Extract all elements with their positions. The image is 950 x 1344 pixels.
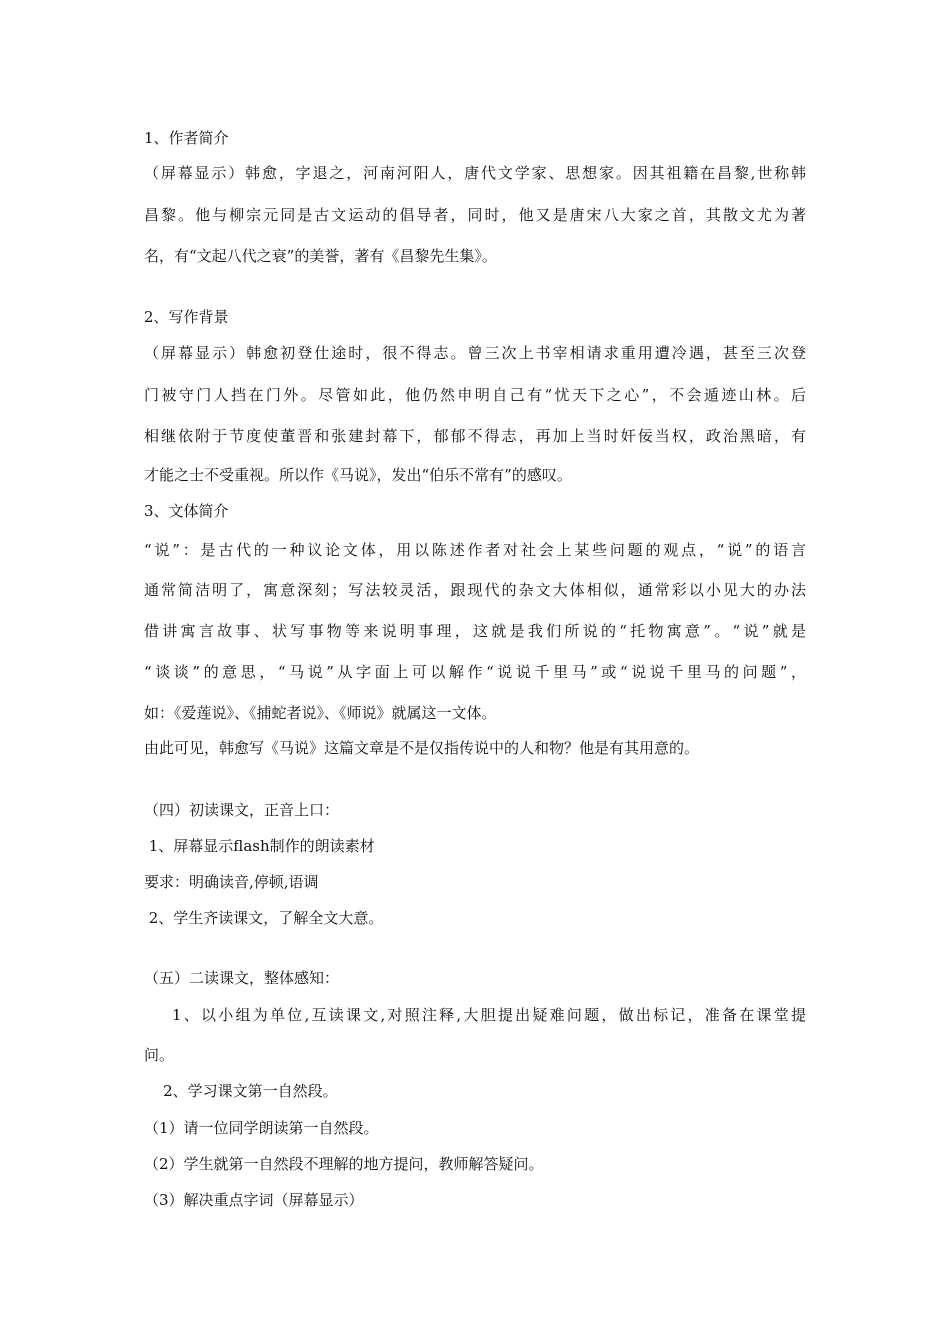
section-heading-second-reading: （五）二读课文，整体感知： (144, 969, 340, 987)
paragraph-line: 才能之士不受重视。所以作《马说》，发出“伯乐不常有”的感叹。 (144, 466, 572, 484)
paragraph-line: 昌黎。他与柳宗元同是古文运动的倡导者，同时，他又是唐宋八大家之首，其散文尤为著 (144, 206, 806, 224)
paragraph-line: 1、以小组为单位,互读课文,对照注释,大胆提出疑难问题，做出标记，准备在课堂提 (144, 1006, 806, 1024)
paragraph-line: “谈谈”的意思，“马说”从字面上可以解作“说说千里马”或“说说千里马的问题”， (144, 663, 806, 681)
section-heading-author: 1、作者简介 (144, 129, 229, 147)
list-item: （2）学生就第一自然段不理解的地方提问，教师解答疑问。 (144, 1155, 544, 1173)
paragraph-line: 如：《爱莲说》、《捕蛇者说》、《师说》就属这一文体。 (144, 704, 497, 722)
paragraph-line: “说”：是古代的一种议论文体，用以陈述作者对社会上某些问题的观点，“说”的语言 (144, 541, 806, 559)
paragraph-line: （屏幕显示）韩愈，字退之，河南河阳人，唐代文学家、思想家。因其祖籍在昌黎,世称韩 (144, 164, 806, 182)
paragraph-line: （屏幕显示）韩愈初登仕途时，很不得志。曾三次上书宰相请求重用遭冷遇，甚至三次登 (144, 344, 806, 362)
list-item: 1、屏幕显示flash制作的朗读素材 (144, 837, 375, 855)
list-item: 2、学生齐读课文，了解全文大意。 (144, 909, 384, 927)
section-heading-first-reading: （四）初读课文，正音上口： (144, 801, 340, 819)
list-item: 2、学习课文第一自然段。 (144, 1082, 338, 1100)
paragraph-line: 借讲寓言故事、状写事物等来说明事理，这就是我们所说的“托物寓意”。“说”就是 (144, 622, 806, 640)
paragraph-line: 门被守门人挡在门外。尽管如此，他仍然申明自己有“忧天下之心”，不会遁迹山林。后 (144, 386, 806, 404)
paragraph-line: 相继依附于节度使董晋和张建封幕下，郁郁不得志，再加上当时奸佞当权，政治黑暗，有 (144, 427, 806, 445)
list-item: （3）解决重点字词（屏幕显示） (144, 1191, 364, 1209)
paragraph-line: 通常简洁明了，寓意深刻；写法较灵活，跟现代的杂文大体相似，通常彩以小见大的办法 (144, 581, 806, 599)
list-item: （1）请一位同学朗读第一自然段。 (144, 1119, 379, 1137)
paragraph-line: 问。 (144, 1046, 175, 1064)
paragraph-line: 名，有“文起八代之衰”的美誉，著有《昌黎先生集》。 (144, 247, 497, 265)
section-heading-genre: 3、文体简介 (144, 502, 229, 520)
list-item: 要求：明确读音,停顿,语调 (144, 873, 319, 891)
section-heading-background: 2、写作背景 (144, 308, 229, 326)
paragraph-line: 由此可见，韩愈写《马说》这篇文章是不是仅指传说中的人和物？他是有其用意的。 (144, 739, 700, 757)
